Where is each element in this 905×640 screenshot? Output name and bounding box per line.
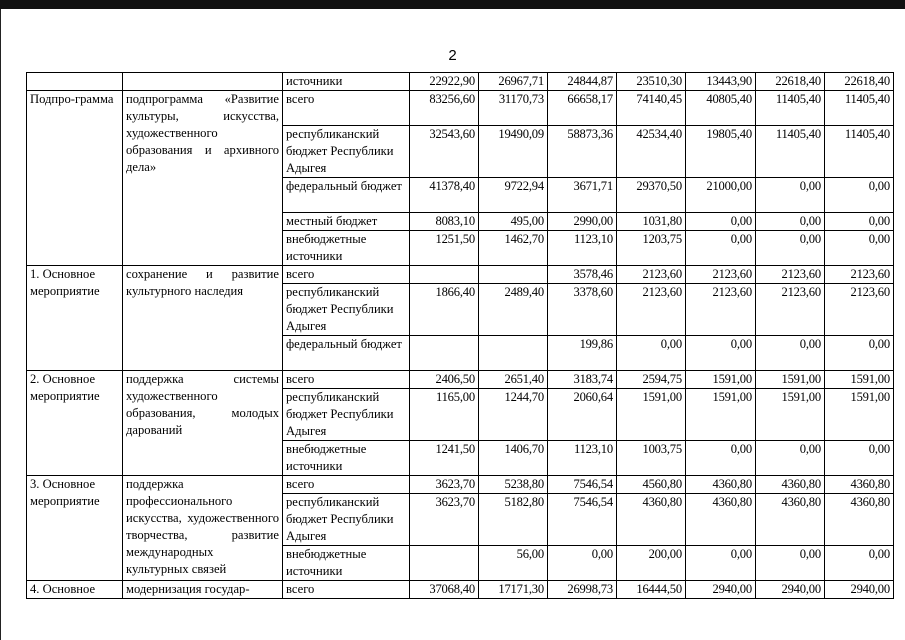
- amount-cell: 4360,80: [756, 476, 825, 494]
- funding-source-cell: республиканский бюджет Республики Адыгея: [283, 494, 410, 546]
- amount-cell: 1123,10: [548, 441, 617, 476]
- amount-cell: 3183,74: [548, 371, 617, 389]
- amount-cell: 1591,00: [617, 389, 686, 441]
- amount-cell: 0,00: [825, 213, 894, 231]
- amount-cell: 40805,40: [686, 91, 756, 126]
- amount-cell: 0,00: [548, 546, 617, 581]
- amount-cell: 2123,60: [686, 284, 756, 336]
- amount-cell: 0,00: [617, 336, 686, 371]
- funding-source-cell: местный бюджет: [283, 213, 410, 231]
- amount-cell: 2489,40: [479, 284, 548, 336]
- funding-source-cell: всего: [283, 266, 410, 284]
- amount-cell: 2123,60: [756, 284, 825, 336]
- amount-cell: 19805,40: [686, 126, 756, 178]
- amount-cell: 66658,17: [548, 91, 617, 126]
- amount-cell: 26967,71: [479, 73, 548, 91]
- amount-cell: [410, 546, 479, 581]
- amount-cell: 7546,54: [548, 476, 617, 494]
- amount-cell: 19490,09: [479, 126, 548, 178]
- funding-source-cell: республиканский бюджет Республики Адыгея: [283, 126, 410, 178]
- measure-type-cell: 3. Основное мероприятие: [27, 476, 123, 581]
- amount-cell: 1406,70: [479, 441, 548, 476]
- amount-cell: 7546,54: [548, 494, 617, 546]
- amount-cell: 29370,50: [617, 178, 686, 213]
- amount-cell: 3671,71: [548, 178, 617, 213]
- amount-cell: 1591,00: [756, 389, 825, 441]
- amount-cell: 11405,40: [825, 91, 894, 126]
- amount-cell: 21000,00: [686, 178, 756, 213]
- amount-cell: 4360,80: [617, 494, 686, 546]
- amount-cell: 1591,00: [686, 389, 756, 441]
- amount-cell: 0,00: [686, 441, 756, 476]
- amount-cell: 2123,60: [825, 266, 894, 284]
- amount-cell: 1591,00: [825, 371, 894, 389]
- amount-cell: 1203,75: [617, 231, 686, 266]
- table-row: [27, 581, 894, 599]
- table-row: [27, 266, 894, 284]
- amount-cell: 11405,40: [756, 126, 825, 178]
- amount-cell: 31170,73: [479, 91, 548, 126]
- amount-cell: 4560,80: [617, 476, 686, 494]
- amount-cell: 17171,30: [479, 581, 548, 599]
- amount-cell: 3578,46: [548, 266, 617, 284]
- amount-cell: 4360,80: [686, 476, 756, 494]
- amount-cell: 1244,70: [479, 389, 548, 441]
- amount-cell: 3623,70: [410, 476, 479, 494]
- measure-type-cell: 2. Основное мероприятие: [27, 371, 123, 476]
- funding-source-cell: внебюджетные источники: [283, 231, 410, 266]
- amount-cell: 42534,40: [617, 126, 686, 178]
- amount-cell: 1591,00: [825, 389, 894, 441]
- measure-type-cell: 4. Основное: [27, 581, 123, 599]
- amount-cell: 4360,80: [825, 494, 894, 546]
- amount-cell: 200,00: [617, 546, 686, 581]
- measure-type-cell: Подпро-грамма: [27, 91, 123, 266]
- amount-cell: 0,00: [686, 336, 756, 371]
- amount-cell: 9722,94: [479, 178, 548, 213]
- amount-cell: 2123,60: [686, 266, 756, 284]
- amount-cell: 4360,80: [825, 476, 894, 494]
- measure-description-cell: подпрограмма «Развитие культуры, искусства, художественного образования и архивного дела»: [123, 91, 283, 266]
- amount-cell: 0,00: [825, 336, 894, 371]
- amount-cell: 4360,80: [686, 494, 756, 546]
- funding-source-cell: внебюджетные источники: [283, 441, 410, 476]
- amount-cell: 0,00: [686, 546, 756, 581]
- page-number: 2: [448, 47, 457, 64]
- amount-cell: 0,00: [686, 231, 756, 266]
- amount-cell: 0,00: [756, 231, 825, 266]
- funding-source-cell: всего: [283, 91, 410, 126]
- scan-top-border: [0, 0, 905, 9]
- amount-cell: 23510,30: [617, 73, 686, 91]
- amount-cell: 2940,00: [686, 581, 756, 599]
- amount-cell: 1165,00: [410, 389, 479, 441]
- amount-cell: 0,00: [756, 441, 825, 476]
- amount-cell: 1866,40: [410, 284, 479, 336]
- measure-description-cell: поддержка системы художественного образования, молодых дарований: [123, 371, 283, 476]
- amount-cell: 37068,40: [410, 581, 479, 599]
- amount-cell: 16444,50: [617, 581, 686, 599]
- amount-cell: 3623,70: [410, 494, 479, 546]
- amount-cell: 24844,87: [548, 73, 617, 91]
- measure-type-cell: 1. Основное мероприятие: [27, 266, 123, 371]
- table-row: [27, 73, 894, 91]
- funding-source-cell: внебюджетные источники: [283, 546, 410, 581]
- amount-cell: 26998,73: [548, 581, 617, 599]
- amount-cell: 13443,90: [686, 73, 756, 91]
- amount-cell: 0,00: [686, 213, 756, 231]
- amount-cell: 8083,10: [410, 213, 479, 231]
- amount-cell: 22618,40: [756, 73, 825, 91]
- measure-type-cell: [27, 73, 123, 91]
- amount-cell: [410, 336, 479, 371]
- amount-cell: 2940,00: [756, 581, 825, 599]
- amount-cell: 2651,40: [479, 371, 548, 389]
- amount-cell: 0,00: [825, 546, 894, 581]
- funding-source-cell: всего: [283, 581, 410, 599]
- amount-cell: 0,00: [756, 546, 825, 581]
- funding-source-cell: всего: [283, 371, 410, 389]
- funding-source-cell: федеральный бюджет: [283, 178, 410, 213]
- budget-table-body: [27, 73, 894, 599]
- amount-cell: 11405,40: [756, 91, 825, 126]
- amount-cell: 22922,90: [410, 73, 479, 91]
- amount-cell: 0,00: [825, 231, 894, 266]
- funding-source-cell: республиканский бюджет Республики Адыгея: [283, 284, 410, 336]
- amount-cell: 2060,64: [548, 389, 617, 441]
- amount-cell: 2123,60: [617, 266, 686, 284]
- amount-cell: 32543,60: [410, 126, 479, 178]
- funding-source-cell: всего: [283, 476, 410, 494]
- amount-cell: 0,00: [825, 441, 894, 476]
- measure-description-cell: модернизация государ-: [123, 581, 283, 599]
- amount-cell: 2123,60: [756, 266, 825, 284]
- amount-cell: 0,00: [825, 178, 894, 213]
- amount-cell: 2406,50: [410, 371, 479, 389]
- budget-table: [26, 72, 894, 599]
- measure-description-cell: поддержка профессионального искусства, художественного творчества, развитие международных культурных связей: [123, 476, 283, 581]
- amount-cell: 1003,75: [617, 441, 686, 476]
- amount-cell: [410, 266, 479, 284]
- amount-cell: 2940,00: [825, 581, 894, 599]
- amount-cell: 1462,70: [479, 231, 548, 266]
- amount-cell: 1031,80: [617, 213, 686, 231]
- amount-cell: 2123,60: [617, 284, 686, 336]
- amount-cell: 5238,80: [479, 476, 548, 494]
- amount-cell: 58873,36: [548, 126, 617, 178]
- amount-cell: 2990,00: [548, 213, 617, 231]
- amount-cell: 0,00: [756, 178, 825, 213]
- amount-cell: 1591,00: [686, 371, 756, 389]
- amount-cell: 1241,50: [410, 441, 479, 476]
- amount-cell: 495,00: [479, 213, 548, 231]
- amount-cell: [479, 336, 548, 371]
- funding-source-cell: федеральный бюджет: [283, 336, 410, 371]
- amount-cell: 0,00: [756, 336, 825, 371]
- funding-source-cell: республиканский бюджет Республики Адыгея: [283, 389, 410, 441]
- amount-cell: 1123,10: [548, 231, 617, 266]
- amount-cell: 5182,80: [479, 494, 548, 546]
- amount-cell: 74140,45: [617, 91, 686, 126]
- amount-cell: 2594,75: [617, 371, 686, 389]
- amount-cell: [479, 266, 548, 284]
- table-row: [27, 91, 894, 126]
- amount-cell: 1251,50: [410, 231, 479, 266]
- amount-cell: 3378,60: [548, 284, 617, 336]
- amount-cell: 56,00: [479, 546, 548, 581]
- amount-cell: 0,00: [756, 213, 825, 231]
- measure-description-cell: сохранение и развитие культурного наследия: [123, 266, 283, 371]
- amount-cell: 1591,00: [756, 371, 825, 389]
- amount-cell: 22618,40: [825, 73, 894, 91]
- amount-cell: 2123,60: [825, 284, 894, 336]
- amount-cell: 41378,40: [410, 178, 479, 213]
- scan-left-edge: [0, 9, 1, 640]
- table-row: [27, 371, 894, 389]
- amount-cell: 83256,60: [410, 91, 479, 126]
- measure-description-cell: [123, 73, 283, 91]
- funding-source-cell: источники: [283, 73, 410, 91]
- amount-cell: 199,86: [548, 336, 617, 371]
- amount-cell: 4360,80: [756, 494, 825, 546]
- table-row: [27, 476, 894, 494]
- amount-cell: 11405,40: [825, 126, 894, 178]
